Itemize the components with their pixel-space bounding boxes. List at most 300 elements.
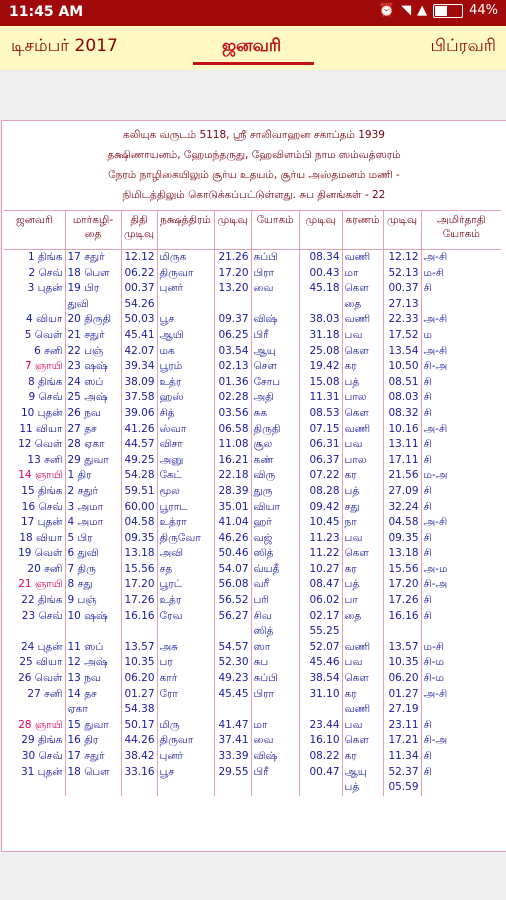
table-cell: 22.33 (383, 312, 421, 328)
table-cell: மிரு (157, 718, 214, 734)
table-cell: கார் (157, 671, 214, 687)
table-cell (251, 702, 299, 718)
table-cell: அ-சி (421, 250, 501, 266)
table-cell: 17.11 (383, 453, 421, 469)
table-row[interactable] (4, 297, 501, 313)
table-cell: 01.36 (214, 375, 251, 391)
table-cell: 4 வியா (26, 313, 63, 326)
table-cell: 35.01 (214, 500, 251, 516)
table-cell: 13.18 (383, 546, 421, 562)
table-cell: சி (421, 718, 501, 734)
table-cell: ரேவ (157, 609, 214, 625)
table-cell: 06.37 (299, 453, 342, 469)
column-header: திதி முடிவு (121, 211, 157, 250)
table-cell: ஸித் (251, 546, 299, 562)
table-cell: 19 வெள் (18, 547, 63, 560)
table-cell: 03.54 (214, 344, 251, 360)
table-cell (214, 702, 251, 718)
table-cell: 17.26 (383, 593, 421, 609)
table-cell: 02.28 (214, 390, 251, 406)
table-cell: 54.57 (214, 640, 251, 656)
table-cell: ஹர் (251, 515, 299, 531)
table-cell: 23 ஷஷ் (65, 359, 121, 375)
table-cell (421, 780, 501, 796)
table-cell: 06.58 (214, 422, 251, 438)
table-cell: 16.16 (383, 609, 421, 625)
table-cell: 38.54 (299, 671, 342, 687)
table-cell: ரோ (157, 687, 214, 703)
table-cell: 29.55 (214, 765, 251, 781)
table-cell: சி-ம (421, 671, 501, 687)
table-cell: 27.09 (383, 484, 421, 500)
table-cell: 05.59 (383, 780, 421, 796)
table-cell: 54.07 (214, 562, 251, 578)
table-cell: 06.20 (121, 671, 157, 687)
table-cell: நா (342, 515, 383, 531)
table-cell: 01.27 (121, 687, 157, 703)
table-cell: ம (421, 328, 501, 344)
table-cell: 13 சனி (27, 453, 63, 466)
battery-icon (433, 4, 463, 18)
table-cell: 00.37 (383, 281, 421, 297)
table-cell: 17.20 (121, 577, 157, 593)
table-cell: 8 சது (65, 577, 121, 593)
table-cell: மூல (157, 484, 214, 500)
table-cell: 04.58 (121, 515, 157, 531)
table-cell: 08.22 (299, 749, 342, 765)
table-cell: 29 துவா (65, 453, 121, 469)
table-cell: 09.42 (299, 500, 342, 516)
table-cell: 00.37 (121, 281, 157, 297)
table-row[interactable] (4, 266, 501, 282)
header-line-4: நிமிடத்திலும் கொடுக்கப்பட்டுள்ளது. சுப தினங்கள் - 22 (122, 189, 386, 201)
table-cell (121, 780, 157, 796)
table-cell: 09.35 (121, 531, 157, 547)
table-cell: 45.41 (121, 328, 157, 344)
table-row[interactable] (4, 718, 501, 734)
table-cell: 13.57 (383, 640, 421, 656)
tab-prev-month[interactable]: டிசம்பர் 2017 (11, 36, 118, 56)
table-cell (299, 780, 342, 796)
table-row[interactable] (4, 780, 501, 796)
table-cell: சி (421, 281, 501, 297)
table-cell: வியா (251, 500, 299, 516)
table-cell: 6 சனி (34, 344, 63, 357)
table-cell: 16.10 (299, 733, 342, 749)
table-cell: பவ (342, 655, 383, 671)
table-cell: 21 சதுர் (65, 328, 121, 344)
table-cell: ஸ்வா (157, 422, 214, 438)
table-cell: 41.26 (121, 422, 157, 438)
table-cell: சுப்பி (251, 250, 299, 266)
table-cell: சி (421, 765, 501, 781)
table-row[interactable] (4, 531, 501, 547)
table-cell: 22 திங்க (21, 594, 63, 607)
table-cell: 11 வியா (19, 422, 63, 435)
table-cell: 29 திங்க (21, 734, 63, 747)
table-cell: 3 அமா (65, 500, 121, 516)
table-cell: வணி (342, 250, 383, 266)
table-cell: 08.03 (383, 390, 421, 406)
table-cell: 54.26 (121, 297, 157, 313)
calendar-panel[interactable] (1, 120, 506, 852)
table-cell: 50.03 (121, 312, 157, 328)
table-cell: பவ (342, 328, 383, 344)
table-cell: பிரீ (251, 328, 299, 344)
table-cell: அ-ம (421, 562, 501, 578)
table-row[interactable] (4, 749, 501, 765)
table-cell: ஆயு (342, 765, 383, 781)
table-cell: 17.26 (121, 593, 157, 609)
table-row[interactable] (4, 375, 501, 391)
table-cell: சூல (251, 437, 299, 453)
table-cell: சி (421, 375, 501, 391)
table-cell: 4 அமா (65, 515, 121, 531)
table-cell: 28 ஏகா (65, 437, 121, 453)
table-cell: 27 தச (65, 422, 121, 438)
table-cell: புனர் (157, 281, 214, 297)
table-cell: 15 திங்க (21, 484, 63, 497)
column-header: யோகம் (251, 211, 299, 250)
header-line-3: நேரம் நாழிகையிலும் சூர்ய உதயம், சூர்ய அஸ்தமனம் மணி - (108, 169, 400, 181)
table-cell: வை (251, 281, 299, 297)
table-row[interactable] (4, 640, 501, 656)
table-row[interactable] (4, 437, 501, 453)
table-cell: திருவா (157, 733, 214, 749)
table-cell: தை (342, 297, 383, 313)
table-cell: 56.08 (214, 577, 251, 593)
table-cell: ம-சி (421, 266, 501, 282)
table-cell: 10 ஷஷ் (65, 609, 121, 625)
table-cell: சி-அ (421, 359, 501, 375)
table-cell: 33.16 (121, 765, 157, 781)
table-cell: துவி (65, 297, 121, 313)
table-cell: 23.11 (383, 718, 421, 734)
table-cell: 17 புதன் (20, 516, 63, 529)
table-cell: 9 பஞ் (65, 593, 121, 609)
panchang-table (4, 210, 501, 796)
header-line-1: கலியுக வருடம் 5118, ஸ்ரீ சாலிவாஹன சகாப்தம் 1939 (123, 129, 385, 141)
table-row[interactable] (4, 593, 501, 609)
table-cell: பூரம் (157, 359, 214, 375)
table-cell: 9 செவ் (28, 391, 63, 404)
alarm-icon: ⏰ (378, 3, 396, 18)
table-cell: சி (421, 390, 501, 406)
table-cell: 42.07 (121, 344, 157, 360)
table-cell: 25 வியா (19, 656, 63, 669)
table-cell: பவ (342, 437, 383, 453)
table-cell: 11.23 (299, 531, 342, 547)
table-cell: 08.47 (299, 577, 342, 593)
table-cell: 00.47 (299, 765, 342, 781)
table-cell: ஏகா (65, 702, 121, 718)
table-cell: 44.26 (121, 733, 157, 749)
table-cell (342, 624, 383, 640)
table-cell: 17.20 (214, 266, 251, 282)
table-row[interactable] (4, 468, 501, 484)
table-cell (299, 297, 342, 313)
table-cell: 33.39 (214, 749, 251, 765)
table-cell: மா (251, 718, 299, 734)
table-header-row (4, 211, 501, 250)
table-cell: 18 பௌ (65, 765, 121, 781)
table-cell: பிரா (251, 687, 299, 703)
table-cell: 11.31 (299, 390, 342, 406)
table-cell: ம-சி (421, 640, 501, 656)
table-row[interactable] (4, 624, 501, 640)
table-cell: சி (421, 609, 501, 625)
table-cell: சி (421, 546, 501, 562)
table-cell: 03.56 (214, 406, 251, 422)
table-cell: வஜ் (251, 531, 299, 547)
table-cell: 15 துவா (65, 718, 121, 734)
table-cell: அதி (251, 390, 299, 406)
table-cell: கௌ (342, 281, 383, 297)
table-cell (157, 297, 214, 313)
table-row[interactable] (4, 765, 501, 781)
table-cell: பத் (342, 375, 383, 391)
table-cell: பர (157, 655, 214, 671)
table-row[interactable] (4, 250, 501, 266)
table-cell: 12.12 (383, 250, 421, 266)
table-cell (4, 702, 65, 718)
table-cell: 28 ஞாயி (18, 718, 63, 731)
table-cell: அசு (157, 640, 214, 656)
table-cell: 23 செவ் (21, 609, 63, 622)
table-row[interactable] (4, 406, 501, 422)
table-row[interactable] (4, 562, 501, 578)
table-cell: 06.25 (214, 328, 251, 344)
table-row[interactable] (4, 687, 501, 703)
table-cell: 15.56 (383, 562, 421, 578)
table-cell: 12.12 (121, 250, 157, 266)
table-cell: பால (342, 453, 383, 469)
table-cell: 10.35 (383, 655, 421, 671)
table-cell: 46.26 (214, 531, 251, 547)
table-cell: சத (157, 562, 214, 578)
table-cell (383, 624, 421, 640)
table-cell: சது (342, 500, 383, 516)
table-cell: விஷ் (251, 312, 299, 328)
table-row[interactable] (4, 609, 501, 625)
table-cell: கர (342, 468, 383, 484)
table-row[interactable] (4, 359, 501, 375)
tab-next-month[interactable]: பிப்ரவரி (430, 36, 496, 56)
table-row[interactable] (4, 577, 501, 593)
table-cell: மிருக (157, 250, 214, 266)
table-cell: 14 ஞாயி (18, 469, 63, 482)
table-cell (251, 297, 299, 313)
table-cell: 12 வெள் (18, 438, 63, 451)
table-cell: வணி (342, 702, 383, 718)
table-cell: 17 சதுர் (65, 749, 121, 765)
table-cell: பூரட் (157, 577, 214, 593)
table-cell: கர (342, 749, 383, 765)
table-row[interactable] (4, 312, 501, 328)
table-cell: 52.07 (299, 640, 342, 656)
table-cell: வை (251, 733, 299, 749)
table-cell: அ-சி (421, 312, 501, 328)
table-cell: 17.21 (383, 733, 421, 749)
table-row[interactable] (4, 546, 501, 562)
table-cell: 50.17 (121, 718, 157, 734)
table-cell: பூராட (157, 500, 214, 516)
table-cell: 38.42 (121, 749, 157, 765)
table-cell: 24 ஸப் (65, 375, 121, 391)
table-cell: 50.46 (214, 546, 251, 562)
table-cell: 54.28 (121, 468, 157, 484)
table-cell: 02.17 (299, 609, 342, 625)
table-cell: 41.47 (214, 718, 251, 734)
table-cell: 26 நவ (65, 406, 121, 422)
table-cell: 10.35 (121, 655, 157, 671)
table-cell: 1 திங்க (27, 251, 63, 263)
table-cell: பூச (157, 765, 214, 781)
table-cell: உத்ரா (157, 515, 214, 531)
table-cell: ஆயு (251, 344, 299, 360)
column-header: முடிவு (383, 211, 421, 250)
column-header: முடிவு (299, 211, 342, 250)
table-cell: சி-ம (421, 655, 501, 671)
table-cell: 28.39 (214, 484, 251, 500)
table-cell: சி (421, 593, 501, 609)
table-cell: 18 வியா (19, 531, 63, 544)
table-cell: 30 செவ் (21, 750, 63, 762)
table-cell: 39.06 (121, 406, 157, 422)
table-cell: கௌ (342, 546, 383, 562)
table-cell: 07.15 (299, 422, 342, 438)
table-cell: கௌ (342, 733, 383, 749)
table-row[interactable] (4, 328, 501, 344)
table-cell: பால (342, 390, 383, 406)
status-time: 11:45 AM (9, 4, 84, 20)
table-cell: சி-அ (421, 577, 501, 593)
table-cell: 08.51 (383, 375, 421, 391)
table-cell: 49.25 (121, 453, 157, 469)
table-cell: 25 அஷ் (65, 390, 121, 406)
table-cell: 27.13 (383, 297, 421, 313)
table-cell: 06.20 (383, 671, 421, 687)
table-cell: 32.24 (383, 500, 421, 516)
table-cell: 08.53 (299, 406, 342, 422)
table-cell: 13.18 (121, 546, 157, 562)
table-cell: சி (421, 453, 501, 469)
table-cell: 06.31 (299, 437, 342, 453)
table-row[interactable] (4, 422, 501, 438)
table-cell: 13.57 (121, 640, 157, 656)
table-cell: 06.22 (121, 266, 157, 282)
status-bar (0, 0, 506, 26)
table-cell: விரு (251, 468, 299, 484)
table-cell: சோப (251, 375, 299, 391)
table-cell: 19.42 (299, 359, 342, 375)
table-cell: 08.28 (299, 484, 342, 500)
status-icons (379, 3, 498, 18)
table-cell: 16.16 (121, 609, 157, 625)
column-header: மார்கழி- தை (65, 211, 121, 250)
table-cell: 17 சதுர் (65, 250, 121, 266)
table-cell: 25.08 (299, 344, 342, 360)
table-cell: 56.27 (214, 609, 251, 625)
table-cell: 21 ஞாயி (18, 578, 63, 591)
table-cell (421, 297, 501, 313)
table-cell: 08.32 (383, 406, 421, 422)
table-cell: திருவோ (157, 531, 214, 547)
table-row[interactable] (4, 671, 501, 687)
table-cell: கர (342, 562, 383, 578)
table-row[interactable] (4, 500, 501, 516)
table-row[interactable] (4, 484, 501, 500)
table-cell: ம-அ (421, 468, 501, 484)
table-cell: 11.34 (383, 749, 421, 765)
table-cell: 5 வெள் (24, 328, 63, 341)
table-cell: 31 புதன் (20, 765, 63, 778)
tab-current-month[interactable]: ஜனவரி (222, 36, 282, 56)
table-cell (65, 624, 121, 640)
table-row[interactable] (4, 344, 501, 360)
table-row[interactable] (4, 515, 501, 531)
table-row[interactable] (4, 453, 501, 469)
column-header: ஜனவரி (4, 211, 65, 250)
table-cell: பரி (251, 593, 299, 609)
table-cell: 21.26 (214, 250, 251, 266)
table-row[interactable] (4, 733, 501, 749)
table-cell: 10 புதன் (20, 406, 63, 419)
table-cell (121, 624, 157, 640)
table-cell: 17.20 (383, 577, 421, 593)
table-cell (4, 297, 65, 313)
table-cell (157, 624, 214, 640)
table-row[interactable] (4, 655, 501, 671)
table-row[interactable] (4, 390, 501, 406)
table-row[interactable] (4, 281, 501, 297)
table-cell: 11.22 (299, 546, 342, 562)
table-cell: 10.27 (299, 562, 342, 578)
table-cell: சி (421, 500, 501, 516)
table-cell (214, 624, 251, 640)
table-cell: ஹஸ் (157, 390, 214, 406)
table-cell: சிவ (251, 609, 299, 625)
table-cell: 2 சதுர் (65, 484, 121, 500)
table-cell: தை (342, 609, 383, 625)
table-cell: மக (157, 344, 214, 360)
table-cell: கௌ (342, 671, 383, 687)
table-cell: சி (421, 484, 501, 500)
table-cell: திருதி (251, 422, 299, 438)
table-cell: 26 வெள் (18, 672, 63, 685)
table-row[interactable] (4, 702, 501, 718)
table-cell: 1 திர (65, 468, 121, 484)
table-cell: கௌ (342, 406, 383, 422)
table-cell: 38.03 (299, 312, 342, 328)
table-cell: 54.38 (121, 702, 157, 718)
table-cell: 01.27 (383, 687, 421, 703)
table-cell: 11 ஸப் (65, 640, 121, 656)
table-cell: அ-சி (421, 515, 501, 531)
table-cell: 41.04 (214, 515, 251, 531)
table-cell: உத்ர (157, 375, 214, 391)
table-cell: 14 தச (65, 687, 121, 703)
battery-percent: 44% (469, 3, 498, 18)
table-cell: 22 பஞ் (65, 344, 121, 360)
column-header: முடிவு (214, 211, 251, 250)
table-cell: 10.50 (383, 359, 421, 375)
table-cell: 20 சனி (27, 562, 63, 575)
table-cell: 16.21 (214, 453, 251, 469)
table-cell: அ-சி (421, 687, 501, 703)
table-cell: 52.13 (383, 266, 421, 282)
table-cell: பத் (342, 484, 383, 500)
